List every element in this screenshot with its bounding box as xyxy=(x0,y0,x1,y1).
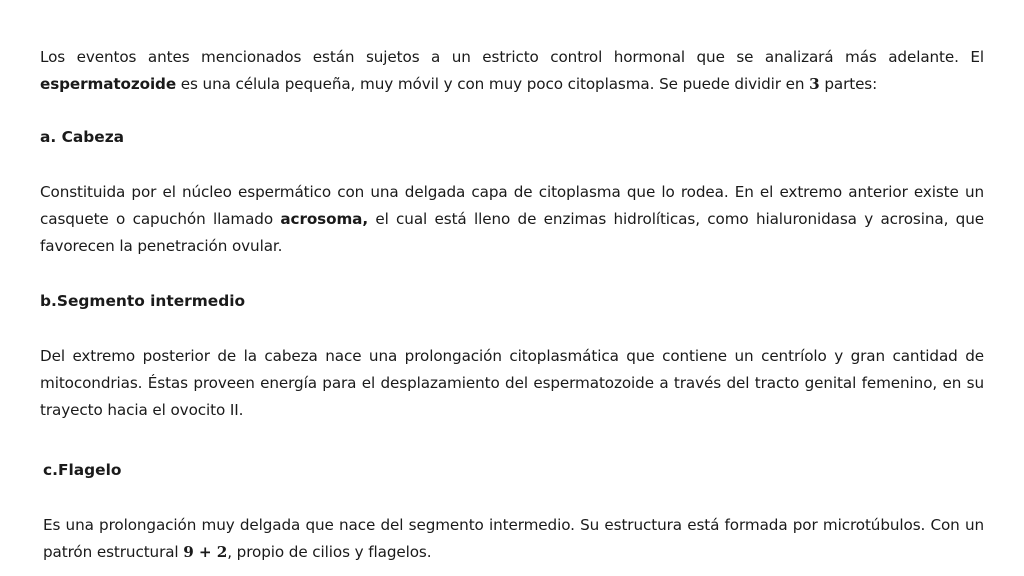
flagelo-paragraph xyxy=(43,512,984,566)
heading-segmento-intermedio: b.Segmento intermedio xyxy=(40,292,246,310)
cabeza-text-1: Constituida por el núcleo espermático con una delgada capa de citoplasma que lo rodea. En el extremo anterior existe un casquete o capuchón llamado xyxy=(40,183,984,228)
document-page xyxy=(40,0,984,576)
intro-text-2: es una célula pequeña, muy móvil y con muy poco citoplasma. Se puede dividir en xyxy=(176,75,810,93)
flagelo-text-2: , propio de cilios y flagelos. xyxy=(227,543,432,561)
intro-term-espermatozoide: espermatozoide xyxy=(40,75,177,93)
segmento-text-1: Del extremo posterior de la cabeza nace una prolongación citoplasmática que contiene un centríolo y gran cantidad de mitocondrias. Éstas proveen energía para el desplazamiento del espermatozoide a través del tracto genital femenino, en su trayecto hacia el ovocito II. xyxy=(40,347,984,419)
cabeza-text-2: el cual está lleno de enzimas hidrolíticas, como hialuronidasa y acrosina, que favorecen la penetración ovular. xyxy=(40,210,984,255)
cabeza-term-acrosoma: acrosoma, xyxy=(280,210,368,228)
intro-text-1: Los eventos antes mencionados están sujetos a un estricto control hormonal que se analizará más adelante. El xyxy=(40,48,984,66)
heading-cabeza: a. Cabeza xyxy=(40,128,125,146)
intro-text-3: partes: xyxy=(819,75,878,93)
flagelo-text-1: Es una prolongación muy delgada que nace del segmento intermedio. Su estructura está formada por microtúbulos. Con un patrón estructural xyxy=(43,516,984,561)
heading-flagelo: c.Flagelo xyxy=(43,461,122,479)
intro-paragraph xyxy=(40,44,984,98)
intro-parts-count: 3 xyxy=(809,75,820,93)
segmento-intermedio-paragraph xyxy=(40,343,984,424)
flagelo-pattern: 9 + 2 xyxy=(183,543,228,561)
cabeza-paragraph xyxy=(40,179,984,260)
